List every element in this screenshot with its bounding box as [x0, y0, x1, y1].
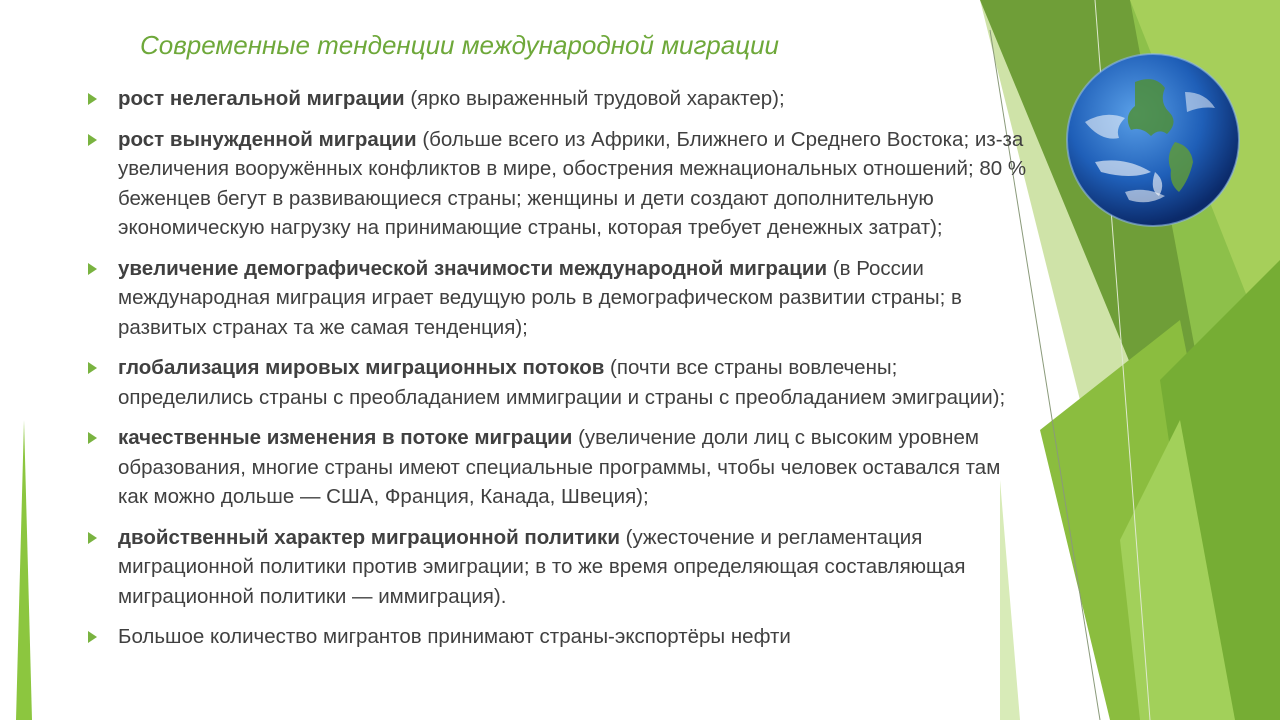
- list-item: Большое количество мигрантов принимают страны-экспортёры нефти: [88, 622, 1028, 652]
- bullet-icon: [88, 93, 97, 105]
- list-item: качественные изменения в потоке миграции (увеличение доли лиц с высоким уровнем образования, многие страны имеют специальные программы, чтобы человек оставался там как можно дольше — США, Франция, Канада, Швеция);: [88, 423, 1028, 512]
- bullet-icon: [88, 432, 97, 444]
- list-item: рост вынужденной миграции (больше всего из Африки, Ближнего и Среднего Востока; из-за увеличения вооружённых конфликтов в мире, обострения межнациональных отношений; 80 % беженцев бегут в развивающиеся страны; женщины и дети создают дополнительную экономическую нагрузку на принимающие страны, которая требует денежных затрат);: [88, 125, 1028, 243]
- bullet-list: [88, 84, 1028, 663]
- list-item: рост нелегальной миграции (ярко выраженный трудовой характер);: [88, 84, 1028, 114]
- bullet-icon: [88, 362, 97, 374]
- bullet-icon: [88, 631, 97, 643]
- earth-globe-icon: [1065, 52, 1241, 228]
- list-item: двойственный характер миграционной политики (ужесточение и регламентация миграционной политики против эмиграции; в то же время определяющая составляющая миграционной политики — иммиграция).: [88, 523, 1028, 612]
- bullet-icon: [88, 532, 97, 544]
- bullet-icon: [88, 134, 97, 146]
- list-item: глобализация мировых миграционных потоков (почти все страны вовлечены; определились страны с преобладанием иммиграции и страны с преобладанием эмиграции);: [88, 353, 1028, 412]
- bullet-icon: [88, 263, 97, 275]
- list-item: увеличение демографической значимости международной миграции (в России международная миграция играет ведущую роль в демографическом развитии страны; в развитых странах та же самая тенденция);: [88, 254, 1028, 343]
- slide-title: Современные тенденции международной миграции: [140, 30, 780, 60]
